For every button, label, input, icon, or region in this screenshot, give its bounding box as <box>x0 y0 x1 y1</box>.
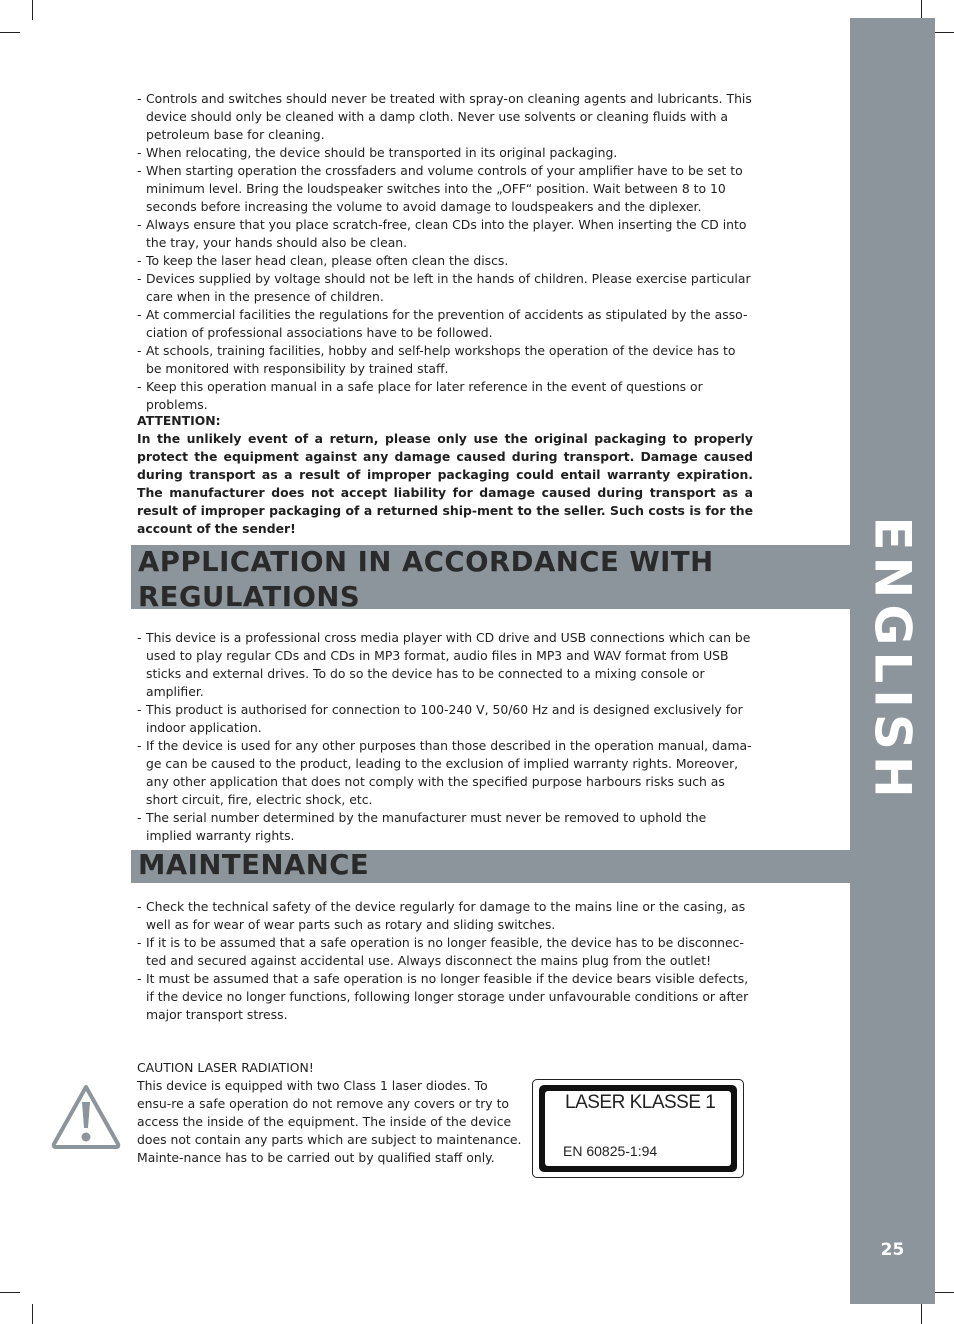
language-label-wrap <box>850 516 935 804</box>
crop-mark <box>0 32 20 33</box>
attention-heading: ATTENTION: <box>137 413 221 428</box>
attention-text: In the unlikely event of a return, please only use the original packaging to properly protect the equipment against any damage caused during transport. Damage caused during transport as a result of improper packaging could entail warranty expiration. The manufacturer does not accept liability for damage caused during transport as a result of improper packaging of a returned ship-ment to the seller. Such costs is for the account of the sender! <box>137 431 753 536</box>
list-item: - This product is authorised for connection to 100-240 V, 50/60 Hz and is designed exclusively for indoor application. <box>137 701 753 737</box>
list-item: - If it is to be assumed that a safe operation is no longer feasible, the device has to be disconnec-ted and secured against accidental use. Always disconnect the mains plug from the outlet! <box>137 934 753 970</box>
list-item: - Check the technical safety of the device regularly for damage to the mains line or the casing, as well as for wear of wear parts such as rotary and sliding switches. <box>137 898 753 934</box>
list-item: - To keep the laser head clean, please often clean the discs. <box>137 252 753 270</box>
list-item: - Always ensure that you place scratch-free, clean CDs into the player. When inserting the CD into the tray, your hands should also be clean. <box>137 216 753 252</box>
section-header-maintenance <box>131 850 850 883</box>
list-item: - If the device is used for any other purposes than those described in the operation manual, dama-ge can be caused to the product, leading to the exclusion of implied warranty rights. Moreover, any other application that does not comply with the specified purpose harbours risks such as short circuit, fire, electric shock, etc. <box>137 737 753 809</box>
maintenance-list <box>137 898 753 1024</box>
safety-instructions <box>137 90 753 414</box>
caution-text: This device is equipped with two Class 1 laser diodes. To ensu-re a safe operation do not remove any covers or try to access the inside of the equipment. The inside of the device does not contain any parts which are subject to maintenance. Mainte-nance has to be carried out by qualified staff only. <box>137 1078 522 1165</box>
section-title: MAINTENANCE <box>138 849 370 881</box>
maintenance-body <box>137 898 753 1024</box>
section-title-line: APPLICATION IN ACCORDANCE WITH <box>138 546 714 578</box>
crop-mark <box>934 32 954 33</box>
laser-label-norm: EN 60825-1:94 <box>563 1143 658 1159</box>
application-list <box>137 629 753 845</box>
page-number: 25 <box>880 1240 905 1260</box>
section-title <box>131 545 850 615</box>
list-item: - Keep this operation manual in a safe place for later reference in the event of questions or problems. <box>137 378 753 414</box>
crop-mark <box>921 1304 922 1324</box>
language-label: ENGLISH <box>863 516 922 804</box>
list-item: - The serial number determined by the manufacturer must never be removed to uphold the implied warranty rights. <box>137 809 753 845</box>
caution-notice <box>137 1059 523 1167</box>
section-title-line: REGULATIONS <box>138 581 361 613</box>
list-item: - At schools, training facilities, hobby and self-help workshops the operation of the device has to be monitored with responsibility by trained staff. <box>137 342 753 378</box>
crop-mark <box>934 1292 954 1293</box>
caution-heading: CAUTION LASER RADIATION! <box>137 1060 314 1075</box>
list-item: - At commercial facilities the regulations for the prevention of accidents as stipulated by the asso-ciation of professional associations have to be followed. <box>137 306 753 342</box>
section-header-application <box>131 545 850 613</box>
list-item: - This device is a professional cross media player with CD drive and USB connections which can be used to play regular CDs and CDs in MP3 format, audio files in MP3 and WAV format from USB sticks and external drives. To do so the device has to be connected to a mixing console or amplifier. <box>137 629 753 701</box>
laser-label-title: LASER KLASSE 1 <box>565 1092 716 1113</box>
list-item: - When relocating, the device should be transported in its original packaging. <box>137 144 753 162</box>
attention-notice <box>137 412 753 538</box>
list-item: - When starting operation the crossfaders and volume controls of your amplifier have to be set to minimum level. Bring the loudspeaker switches into the „OFF“ position. Wait between 8 to 10 seconds before increasing the volume to avoid damage to loudspeakers and the diplexer. <box>137 162 753 216</box>
list-item: - It must be assumed that a safe operation is no longer feasible if the device bears visible defects, if the device no longer functions, following longer storage under unfavourable conditions or after major transport stress. <box>137 970 753 1024</box>
crop-mark <box>32 0 33 20</box>
crop-mark <box>32 1304 33 1324</box>
laser-class-label <box>532 1079 744 1178</box>
list-item: - Controls and switches should never be treated with spray-on cleaning agents and lubricants. This device should only be cleaned with a damp cloth. Never use solvents or cleaning fluids with a petroleum base for cleaning. <box>137 90 753 144</box>
safety-list <box>137 90 753 414</box>
warning-triangle-icon <box>50 1082 122 1150</box>
crop-mark <box>0 1292 20 1293</box>
application-body <box>137 629 753 845</box>
crop-mark <box>921 0 922 20</box>
list-item: - Devices supplied by voltage should not be left in the hands of children. Please exercise particular care when in the presence of children. <box>137 270 753 306</box>
